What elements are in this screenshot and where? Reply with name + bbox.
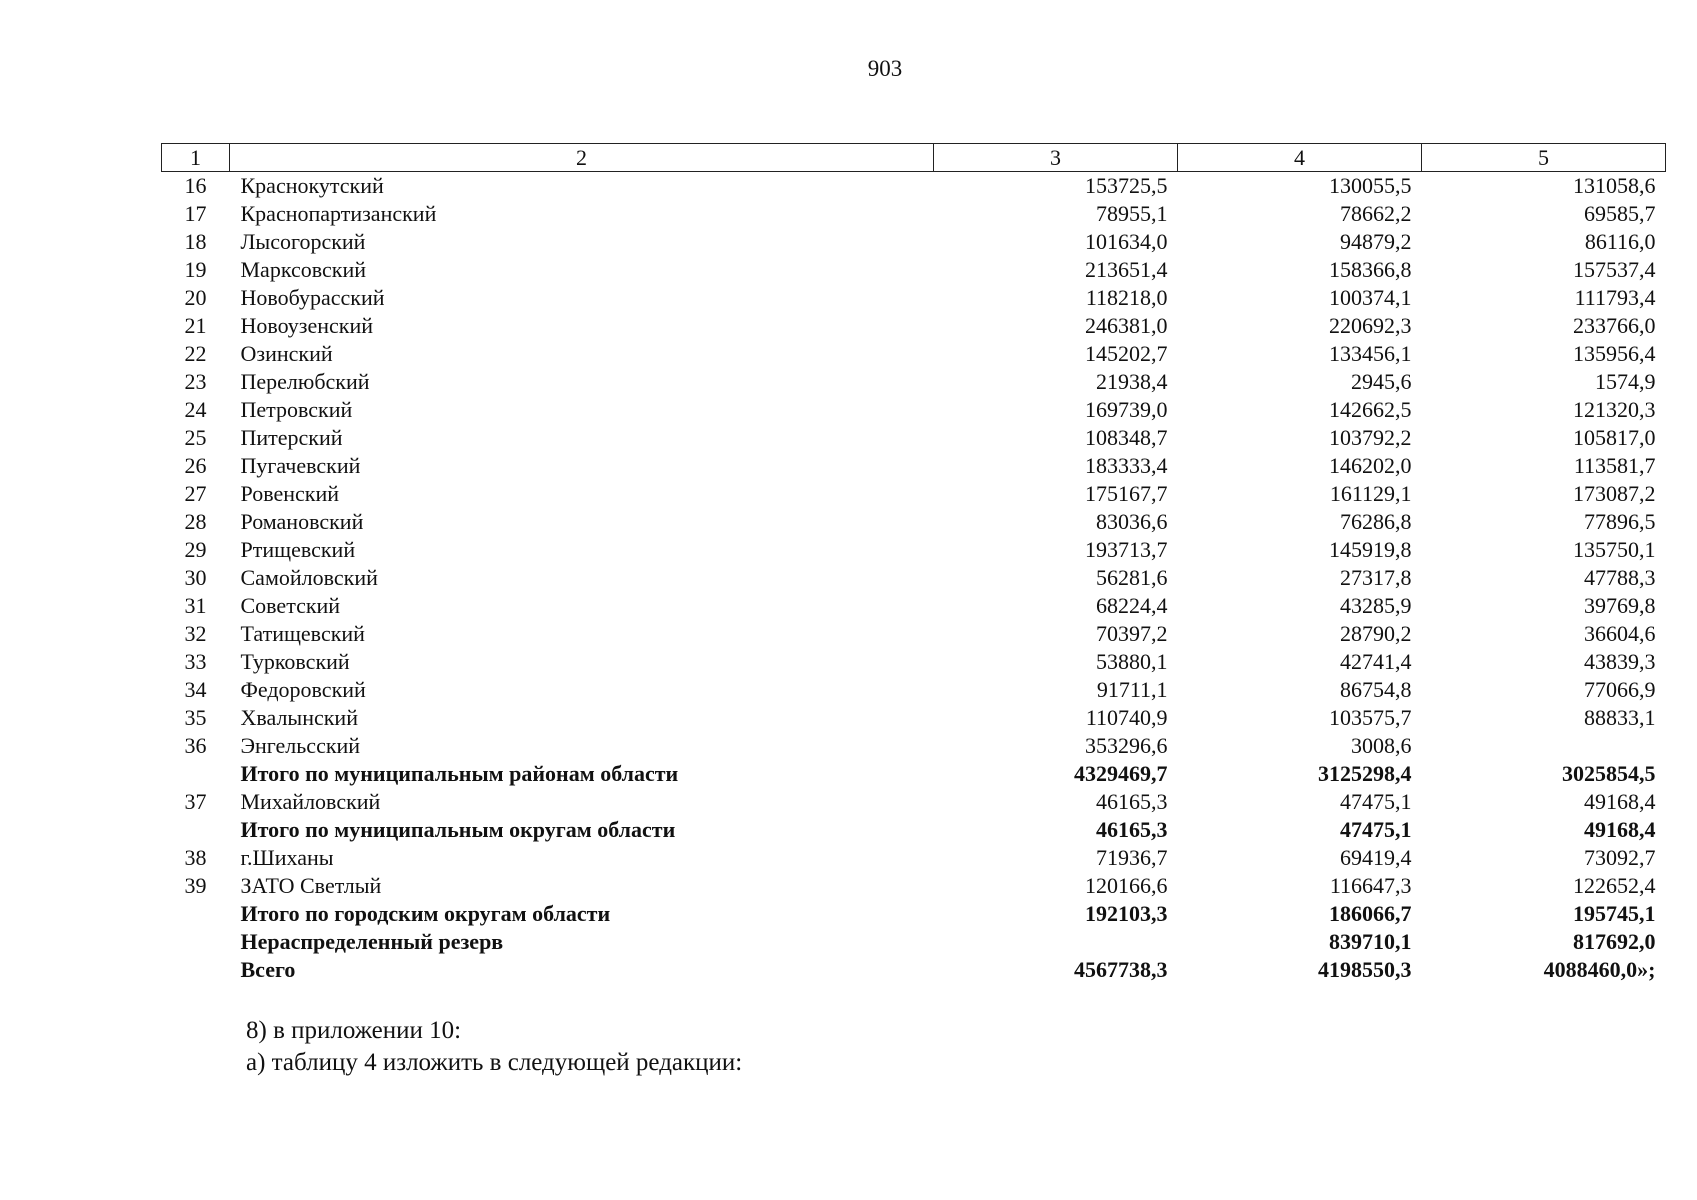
row-number: 36: [184, 733, 207, 758]
value-col-4: 839710,1: [1329, 929, 1412, 954]
row-number: [162, 900, 230, 928]
table-row: [162, 368, 1666, 396]
value-col-3: 193713,7: [1085, 537, 1168, 562]
row-number: 29: [184, 537, 207, 562]
row-number: 33: [184, 649, 207, 674]
district-name: Озинский: [240, 341, 333, 366]
table-row: [162, 620, 1666, 648]
district-name: Татищевский: [240, 621, 365, 646]
row-number: 34: [184, 677, 207, 702]
row-number: 27: [184, 481, 207, 506]
value-col-3: 183333,4: [1085, 453, 1168, 478]
row-number: 22: [184, 341, 207, 366]
value-col-3: 169739,0: [1085, 397, 1168, 422]
value-col-5: 135956,4: [1573, 341, 1656, 366]
row-number: 31: [184, 593, 207, 618]
district-name: Краснопартизанский: [240, 201, 437, 226]
value-col-4: 161129,1: [1329, 481, 1412, 506]
value-col-5: 135750,1: [1573, 537, 1656, 562]
row-number: 38: [184, 845, 207, 870]
table-row: [162, 480, 1666, 508]
table-row: [162, 256, 1666, 284]
value-col-4: 116647,3: [1329, 873, 1412, 898]
district-name: Ровенский: [240, 481, 339, 506]
district-name: Советский: [240, 593, 341, 618]
value-col-4: 146202,0: [1329, 453, 1412, 478]
value-col-3: 110740,9: [1085, 705, 1168, 730]
value-col-4: 78662,2: [1340, 201, 1412, 226]
row-number: 39: [184, 873, 207, 898]
value-col-4: 145919,8: [1329, 537, 1412, 562]
value-col-3: 145202,7: [1085, 341, 1168, 366]
table-row: [162, 228, 1666, 256]
header-col-4: 4: [1178, 144, 1422, 172]
table-row: [162, 564, 1666, 592]
district-name: Итого по городским округам области: [240, 901, 611, 926]
district-name: Пугачевский: [240, 453, 361, 478]
row-number: [162, 928, 230, 956]
value-col-3: 91711,1: [1096, 677, 1168, 702]
value-col-4: 130055,5: [1329, 173, 1412, 198]
following-text: [246, 1015, 742, 1079]
value-col-4: 28790,2: [1340, 621, 1412, 646]
value-col-3: 53880,1: [1096, 649, 1168, 674]
header-col-2: 2: [230, 144, 934, 172]
value-col-3: 246381,0: [1085, 313, 1168, 338]
value-col-5: 49168,4: [1584, 817, 1656, 842]
row-number: 18: [184, 229, 207, 254]
value-col-5: 122652,4: [1573, 873, 1656, 898]
row-number: [162, 816, 230, 844]
table-row: [162, 424, 1666, 452]
value-col-3: 56281,6: [1096, 565, 1168, 590]
value-col-3: 4567738,3: [1074, 957, 1168, 982]
value-col-4: 47475,1: [1340, 817, 1412, 842]
district-name: Романовский: [240, 509, 364, 534]
value-col-5: 157537,4: [1573, 257, 1656, 282]
value-col-5: 49168,4: [1584, 789, 1656, 814]
table-row: [162, 844, 1666, 872]
budget-table: [161, 143, 1666, 984]
district-name: Нераспределенный резерв: [240, 929, 504, 954]
value-col-5: 131058,6: [1573, 173, 1656, 198]
value-col-4: 2945,6: [1351, 369, 1412, 394]
district-name: Петровский: [240, 397, 353, 422]
row-number: 24: [184, 397, 207, 422]
row-number: 28: [184, 509, 207, 534]
value-col-5: 113581,7: [1573, 453, 1656, 478]
row-number: 25: [184, 425, 207, 450]
table-body: [162, 172, 1666, 985]
district-name: Краснокутский: [240, 173, 384, 198]
district-name: Новоузенский: [240, 313, 374, 338]
header-col-3: 3: [934, 144, 1178, 172]
value-col-3: 46165,3: [1096, 789, 1168, 814]
value-col-4: 100374,1: [1329, 285, 1412, 310]
district-name: Перелюбский: [240, 369, 370, 394]
value-col-4: 3008,6: [1351, 733, 1412, 758]
value-col-5: 1574,9: [1595, 369, 1656, 394]
value-col-3: 71936,7: [1096, 845, 1168, 870]
table-row: [162, 536, 1666, 564]
district-name: Ртищевский: [240, 537, 356, 562]
value-col-4: 27317,8: [1340, 565, 1412, 590]
value-col-3: [934, 928, 1178, 956]
table-row: [162, 872, 1666, 900]
table-header: [162, 144, 1666, 172]
value-col-3: 21938,4: [1096, 369, 1168, 394]
value-col-3: 213651,4: [1085, 257, 1168, 282]
value-col-3: 4329469,7: [1074, 761, 1168, 786]
value-col-3: 46165,3: [1096, 817, 1168, 842]
value-col-5: 121320,3: [1573, 397, 1656, 422]
value-col-4: 186066,7: [1329, 901, 1412, 926]
value-col-4: 103575,7: [1329, 705, 1412, 730]
value-col-5: 817692,0: [1573, 929, 1656, 954]
row-number: 16: [184, 173, 207, 198]
value-col-4: 94879,2: [1340, 229, 1412, 254]
value-col-5: 88833,1: [1584, 705, 1656, 730]
value-col-4: 142662,5: [1329, 397, 1412, 422]
value-col-5: 233766,0: [1573, 313, 1656, 338]
row-number: 26: [184, 453, 207, 478]
district-name: Турковский: [240, 649, 350, 674]
value-col-3: 353296,6: [1085, 733, 1168, 758]
value-col-3: 70397,2: [1096, 621, 1168, 646]
value-col-4: 42741,4: [1340, 649, 1412, 674]
value-col-3: 153725,5: [1085, 173, 1168, 198]
value-col-3: 175167,7: [1085, 481, 1168, 506]
value-col-5: 77896,5: [1584, 509, 1656, 534]
value-col-5: 111793,4: [1574, 285, 1656, 310]
table-row: [162, 592, 1666, 620]
value-col-4: 76286,8: [1340, 509, 1412, 534]
district-name: Новобурасский: [240, 285, 385, 310]
paragraph-table-4-edit: а) таблицу 4 изложить в следующей редакции:: [246, 1049, 743, 1076]
value-col-5: 173087,2: [1573, 481, 1656, 506]
value-col-3: 192103,3: [1085, 901, 1168, 926]
table-row: [162, 284, 1666, 312]
row-number: 21: [184, 313, 207, 338]
value-col-4: 47475,1: [1340, 789, 1412, 814]
district-name: Марксовский: [240, 257, 366, 282]
table-row: [162, 676, 1666, 704]
value-col-5: 86116,0: [1584, 229, 1656, 254]
row-number: 30: [184, 565, 207, 590]
district-name: Всего: [240, 957, 296, 982]
value-col-5: 77066,9: [1584, 677, 1656, 702]
row-number: [162, 956, 230, 984]
value-col-3: 83036,6: [1096, 509, 1168, 534]
table-total-row: [162, 928, 1666, 956]
district-name: Федоровский: [240, 677, 366, 702]
value-col-3: 120166,6: [1085, 873, 1168, 898]
value-col-4: 220692,3: [1329, 313, 1412, 338]
value-col-3: 78955,1: [1096, 201, 1168, 226]
value-col-3: 101634,0: [1085, 229, 1168, 254]
table-row: [162, 172, 1666, 201]
table-row: [162, 396, 1666, 424]
value-col-5: 195745,1: [1573, 901, 1656, 926]
table-row: [162, 508, 1666, 536]
value-col-5: 3025854,5: [1562, 761, 1656, 786]
row-number: 32: [184, 621, 207, 646]
row-number: 35: [184, 705, 207, 730]
district-name: г.Шиханы: [240, 845, 334, 870]
value-col-5: 47788,3: [1584, 565, 1656, 590]
district-name: Итого по муниципальным районам области: [240, 761, 679, 786]
value-col-4: 133456,1: [1329, 341, 1412, 366]
row-number: 19: [184, 257, 207, 282]
district-name: Энгельсский: [240, 733, 361, 758]
table-total-row: [162, 816, 1666, 844]
value-col-4: 86754,8: [1340, 677, 1412, 702]
value-col-4: 103792,2: [1329, 425, 1412, 450]
table-total-row: [162, 900, 1666, 928]
district-name: ЗАТО Светлый: [240, 873, 382, 898]
table-row: [162, 200, 1666, 228]
district-name: Хвалынский: [240, 705, 358, 730]
value-col-4: 43285,9: [1340, 593, 1412, 618]
row-number: 20: [184, 285, 207, 310]
row-number: [162, 760, 230, 788]
district-name: Итого по муниципальным округам области: [240, 817, 676, 842]
value-col-5: [1422, 732, 1666, 760]
value-col-5: 36604,6: [1584, 621, 1656, 646]
table-row: [162, 452, 1666, 480]
value-col-5: 39769,8: [1584, 593, 1656, 618]
value-col-4: 158366,8: [1329, 257, 1412, 282]
paragraph-appendix-10: 8) в приложении 10:: [246, 1017, 462, 1044]
row-number: 23: [184, 369, 207, 394]
value-col-3: 68224,4: [1096, 593, 1168, 618]
budget-table-container: [161, 143, 1666, 984]
district-name: Самойловский: [240, 565, 378, 590]
table-row: [162, 788, 1666, 816]
table-row: [162, 340, 1666, 368]
row-number: 37: [184, 789, 207, 814]
table-row: [162, 312, 1666, 340]
table-row: [162, 704, 1666, 732]
value-col-4: 69419,4: [1340, 845, 1412, 870]
table-row: [162, 732, 1666, 760]
row-number: 17: [184, 201, 207, 226]
page-number: 903: [867, 56, 903, 81]
header-row: [162, 144, 1666, 172]
district-name: Михайловский: [240, 789, 381, 814]
value-col-5: 43839,3: [1584, 649, 1656, 674]
value-col-5: 105817,0: [1573, 425, 1656, 450]
table-row: [162, 648, 1666, 676]
table-total-row: [162, 760, 1666, 788]
district-name: Лысогорский: [240, 229, 366, 254]
header-col-1: 1: [162, 144, 230, 172]
header-col-5: 5: [1422, 144, 1666, 172]
value-col-5: 73092,7: [1584, 845, 1656, 870]
district-name: Питерский: [240, 425, 343, 450]
value-col-5: 69585,7: [1584, 201, 1656, 226]
value-col-4: 3125298,4: [1318, 761, 1412, 786]
table-total-row: [162, 956, 1666, 984]
value-col-3: 108348,7: [1085, 425, 1168, 450]
value-col-4: 4198550,3: [1318, 957, 1412, 982]
value-col-3: 118218,0: [1085, 285, 1168, 310]
value-col-5: 4088460,0»;: [1543, 957, 1656, 982]
